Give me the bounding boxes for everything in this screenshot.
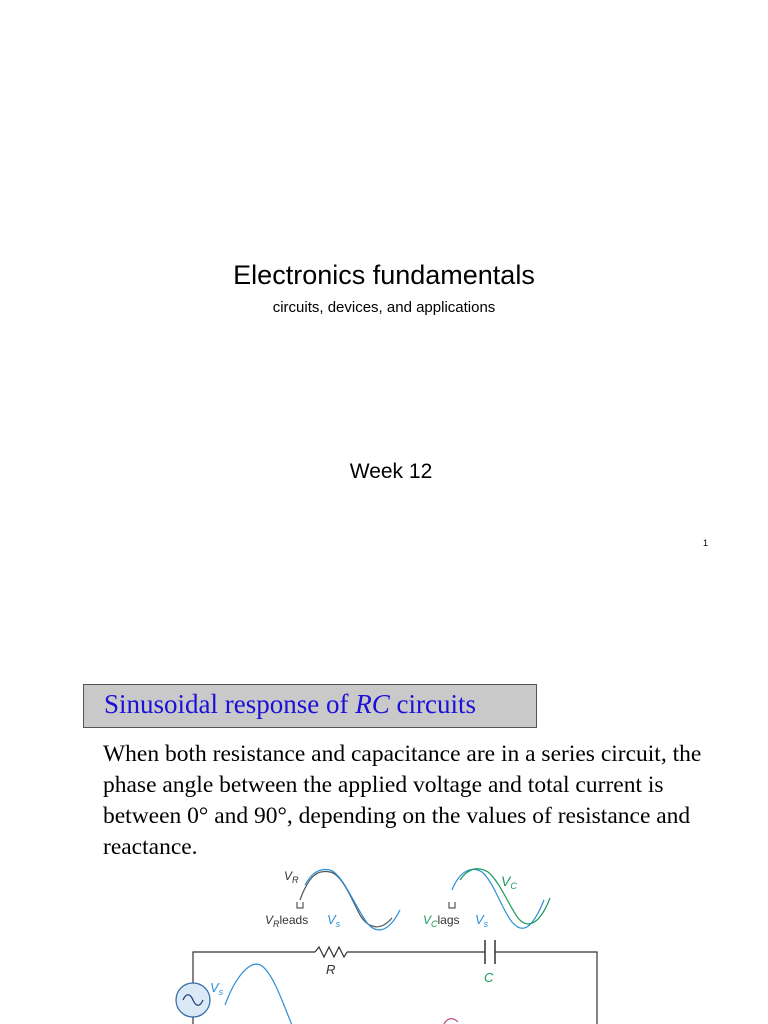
title-text-emphasis: RC [355,689,390,719]
title-text-start: Sinusoidal response of [104,689,356,719]
capacitor-label: C [484,970,494,985]
vr-leads-label: $V_Rleads$ [265,913,309,929]
week-label: Week 12 [349,460,433,483]
resistor-symbol [315,947,347,957]
source-waveform [225,964,295,1024]
vc-label: $V_C$ [501,873,517,891]
slide-title [104,689,476,720]
body-paragraph: When both resistance and capacitance are in a series circuit, the phase angle between the applied voltage and total current is between 0° and 90°, depending on the values of resistance and reactance. [103,741,702,860]
vc-marker [449,902,455,908]
circuit-wire [193,952,597,1024]
page-number: 1 [703,538,709,548]
resistor-label: R [326,962,336,977]
vs-label-2: $V_s$ [475,912,489,929]
source-voltage-label: $V_s$ [210,980,224,997]
slide-subtitle: circuits, devices, and applications [272,299,496,316]
vc-lags-label: $V_Clags$ [423,913,460,929]
vr-label: $V_R$ [284,869,299,885]
title-text-end: circuits [389,689,476,719]
rc-circuit-diagram [160,860,620,1024]
vs-label-1: $V_s$ [327,912,341,929]
partial-waveform [442,1019,458,1024]
vr-marker [297,902,303,908]
slide-title: Electronics fundamentals [233,260,535,290]
vs-waveform-2 [452,869,544,928]
vr-waveform [300,871,392,926]
slide-title-box [83,684,537,728]
